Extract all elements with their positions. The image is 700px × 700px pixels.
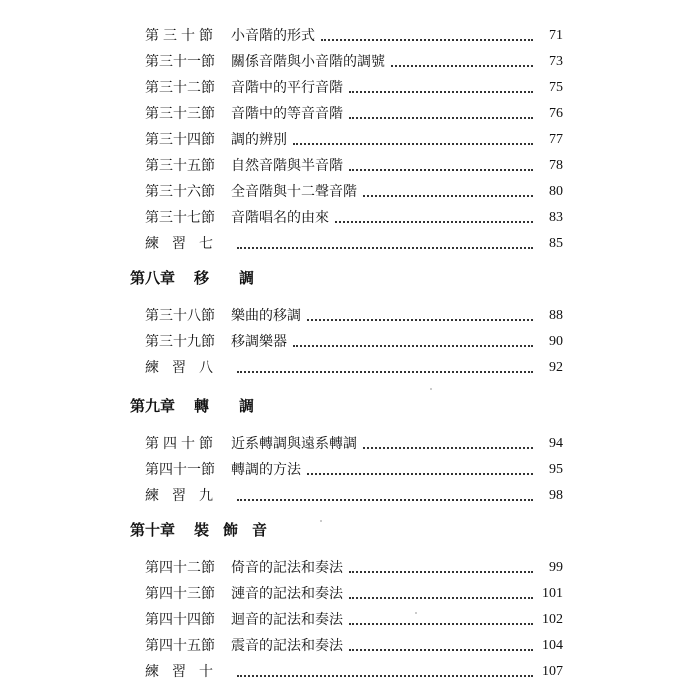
leader-dots [363,447,533,449]
leader-dots [349,117,533,119]
section-number [145,236,213,252]
section-char: 第 [145,612,159,628]
section-char: 第 [145,210,159,226]
leader-dots [349,169,533,171]
toc-entry[interactable] [145,606,563,628]
toc-entry[interactable] [145,22,563,44]
chapter-title-char: 裝 [194,521,210,539]
section-char: 第 [145,308,159,324]
page-number: 101 [542,586,563,601]
section-char: 六 [187,184,201,200]
toc-entry[interactable] [145,430,563,452]
section-char: 第 [145,184,159,200]
section-char: 第 [145,54,159,70]
toc-entry[interactable] [145,48,563,70]
section-char: 節 [201,334,215,350]
section-char: 十 [173,334,187,350]
section-title: 迴音的記法和奏法 [231,612,343,628]
toc-entry[interactable] [145,456,563,478]
section-char: 節 [199,28,213,44]
leader-dots [349,571,533,573]
page-number: 83 [549,210,563,225]
section-char: 十 [181,28,195,44]
page-number: 92 [549,360,563,375]
section-char: 第 [145,132,159,148]
section-number [145,586,213,602]
page-number: 90 [549,334,563,349]
section-number [145,132,213,148]
section-char: 四 [159,462,173,478]
section-title: 音階中的平行音階 [231,80,343,96]
leader-dots [307,473,533,475]
toc-entry-exercise[interactable] [145,354,563,376]
section-char: 第 [145,436,159,452]
section-char: 八 [199,360,213,376]
chapter-number: 第十章 [130,521,176,539]
chapter-title-char: 飾 [223,521,239,539]
section-char: 十 [181,436,195,452]
section-char: 練 [145,236,159,252]
section-char: 十 [199,664,213,680]
chapter-title-char: 調 [239,269,255,287]
section-char: 習 [172,664,186,680]
chapter-number: 第九章 [130,397,176,415]
section-char: 三 [159,80,173,96]
section-title: 近系轉調與遠系轉調 [231,436,357,452]
section-number [145,462,213,478]
section-char: 一 [187,54,201,70]
section-char: 三 [159,334,173,350]
section-char: 三 [187,586,201,602]
section-char: 十 [173,132,187,148]
section-char: 第 [145,586,159,602]
section-char: 節 [201,54,215,70]
section-number [145,28,213,44]
page-number: 104 [542,638,563,653]
toc-entry[interactable] [145,580,563,602]
section-title: 音階中的等音音階 [231,106,343,122]
section-char: 二 [187,80,201,96]
leader-dots [391,65,533,67]
section-title: 音階唱名的由來 [231,210,329,226]
page-number: 99 [549,560,563,575]
section-number [145,360,213,376]
section-char: 節 [201,560,215,576]
chapter-title-char: 調 [239,397,255,415]
leader-dots [349,597,533,599]
section-char: 五 [187,638,201,654]
toc-entry[interactable] [145,554,563,576]
toc-entry[interactable] [145,328,563,350]
section-number [145,106,213,122]
page-number: 107 [542,664,563,679]
leader-dots [237,675,533,677]
section-char: 節 [201,184,215,200]
page-number: 94 [549,436,563,451]
toc-entry[interactable] [145,302,563,324]
leader-dots [335,221,533,223]
leader-dots [237,247,533,249]
section-char: 第 [145,80,159,96]
section-number [145,612,213,628]
section-char: 節 [201,158,215,174]
section-char: 第 [145,560,159,576]
page-number: 102 [542,612,563,627]
leader-dots [237,371,533,373]
section-title: 倚音的記法和奏法 [231,560,343,576]
section-title: 樂曲的移調 [231,308,301,324]
section-title: 震音的記法和奏法 [231,638,343,654]
section-char: 十 [173,612,187,628]
page-number: 80 [549,184,563,199]
page-number: 73 [549,54,563,69]
page-number: 85 [549,236,563,251]
toc-entry[interactable] [145,204,563,226]
section-char: 三 [159,184,173,200]
section-char: 第 [145,638,159,654]
section-title: 移調樂器 [231,334,287,350]
scan-speck [415,612,417,614]
page-number: 75 [549,80,563,95]
section-char: 四 [187,612,201,628]
section-char: 第 [145,158,159,174]
page-number: 71 [549,28,563,43]
section-char: 七 [187,210,201,226]
section-number [145,560,213,576]
section-title: 轉調的方法 [231,462,301,478]
section-char: 節 [201,308,215,324]
leader-dots [363,195,533,197]
scan-speck [320,520,322,522]
chapter-heading[interactable] [130,518,267,540]
section-char: 三 [159,106,173,122]
page-number: 88 [549,308,563,323]
section-char: 節 [201,462,215,478]
section-char: 第 [145,106,159,122]
section-char: 九 [187,334,201,350]
section-char: 練 [145,664,159,680]
section-char: 節 [201,80,215,96]
section-char: 節 [201,132,215,148]
section-char: 節 [201,612,215,628]
section-char: 習 [172,236,186,252]
section-char: 第 [145,462,159,478]
section-char: 十 [173,184,187,200]
section-char: 四 [163,436,177,452]
scan-speck [430,388,432,390]
section-title: 漣音的記法和奏法 [231,586,343,602]
leader-dots [321,39,533,41]
section-char: 三 [159,54,173,70]
section-char: 三 [159,158,173,174]
leader-dots [293,345,533,347]
section-number [145,184,213,200]
section-char: 三 [159,308,173,324]
section-char: 習 [172,488,186,504]
chapter-title-char: 音 [252,521,268,539]
section-number [145,80,213,96]
section-char: 十 [173,210,187,226]
toc-entry[interactable] [145,100,563,122]
toc-entry[interactable] [145,178,563,200]
section-number [145,638,213,654]
section-number [145,308,213,324]
section-char: 十 [173,638,187,654]
section-number [145,436,213,452]
section-char: 十 [173,158,187,174]
section-char: 練 [145,360,159,376]
section-char: 第 [145,28,159,44]
section-char: 習 [172,360,186,376]
section-char: 十 [173,586,187,602]
chapter-heading[interactable] [130,394,254,416]
section-title: 全音階與十二聲音階 [231,184,357,200]
toc-entry[interactable] [145,632,563,654]
section-char: 四 [159,560,173,576]
section-number [145,334,213,350]
section-char: 四 [159,612,173,628]
section-char: 練 [145,488,159,504]
section-char: 三 [159,132,173,148]
chapter-title-char: 轉 [194,397,210,415]
leader-dots [293,143,533,145]
section-number [145,664,213,680]
section-number [145,488,213,504]
toc-entry-exercise[interactable] [145,482,563,504]
page-number: 98 [549,488,563,503]
leader-dots [349,623,533,625]
section-char: 三 [159,210,173,226]
leader-dots [349,91,533,93]
toc-entry[interactable] [145,74,563,96]
section-char: 二 [187,560,201,576]
section-char: 節 [201,210,215,226]
toc-entry-exercise[interactable] [145,658,563,680]
section-char: 四 [159,638,173,654]
section-char: 十 [173,54,187,70]
toc-entry[interactable] [145,152,563,174]
chapter-number: 第八章 [130,269,176,287]
section-char: 節 [201,638,215,654]
section-char: 十 [173,462,187,478]
section-char: 四 [159,586,173,602]
section-title: 小音階的形式 [231,28,315,44]
section-char: 十 [173,106,187,122]
toc-entry[interactable] [145,126,563,148]
section-char: 十 [173,80,187,96]
section-char: 四 [187,132,201,148]
page-number: 76 [549,106,563,121]
toc-entry-exercise[interactable] [145,230,563,252]
section-char: 三 [163,28,177,44]
section-number [145,54,213,70]
section-char: 三 [187,106,201,122]
section-char: 節 [199,436,213,452]
section-char: 十 [173,560,187,576]
chapter-title-char: 移 [194,269,210,287]
leader-dots [349,649,533,651]
page-number: 77 [549,132,563,147]
section-char: 九 [199,488,213,504]
chapter-heading[interactable] [130,266,254,288]
section-char: 七 [199,236,213,252]
section-char: 五 [187,158,201,174]
page-number: 95 [549,462,563,477]
section-title: 自然音階與半音階 [231,158,343,174]
section-number [145,158,213,174]
section-title: 關係音階與小音階的調號 [231,54,385,70]
section-char: 十 [173,308,187,324]
section-title: 調的辨別 [231,132,287,148]
leader-dots [237,499,533,501]
section-char: 節 [201,106,215,122]
section-char: 第 [145,334,159,350]
page-number: 78 [549,158,563,173]
section-char: 八 [187,308,201,324]
leader-dots [307,319,533,321]
section-number [145,210,213,226]
section-char: 一 [187,462,201,478]
section-char: 節 [201,586,215,602]
